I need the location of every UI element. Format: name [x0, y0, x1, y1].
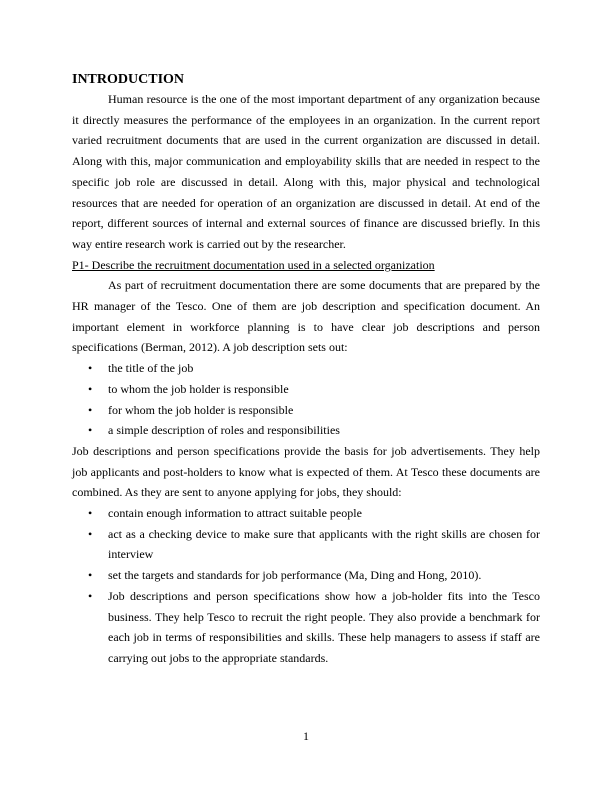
intro-paragraph: Human resource is the one of the most important department of any organization because it directly measures the performance of the employees in an organization. In the current report varied recruitment documents that are used in the current organization are discussed in detail. Along with this, major communication and employability skills that are needed in respect to the specific job role are discussed in detail. Along with this, major physical and technological resources that are needed for operation of an organization are discussed in detail. At end of the report, different sources of internal and external sources of finance are discussed briefly. In this way entire research work is carried out by the researcher.: [72, 92, 540, 251]
list-item-text: the title of the job: [108, 361, 194, 376]
subheading: P1- Describe the recruitment documentation used in a selected organization: [72, 257, 435, 272]
list-item-text: contain enough information to attract suitable people: [108, 506, 362, 521]
bullet-icon: •: [88, 506, 93, 521]
list-item: [72, 586, 540, 669]
list-item: [72, 358, 540, 379]
list-item-text: to whom the job holder is responsible: [108, 381, 289, 396]
bullet-icon: •: [88, 402, 93, 417]
list-item: [72, 379, 540, 400]
list-item-text: Job descriptions and person specifications show how a job-holder fits into the Tesco business. They help Tesco to recruit the right people. They also provide a benchmark for each job in terms of responsibilities and skills. These help managers to assess if staff are carrying out jobs to the appropriate standards.: [108, 588, 540, 665]
list-item: [72, 503, 540, 524]
list-item-text: a simple description of roles and responsibilities: [108, 423, 340, 438]
list-item: [72, 400, 540, 421]
bullet-icon: •: [88, 526, 93, 541]
list-item-text: set the targets and standards for job performance (Ma, Ding and Hong, 2010).: [108, 568, 482, 583]
page-number: 1: [303, 729, 309, 743]
job-description-list: [72, 358, 540, 441]
list-item-text: for whom the job holder is responsible: [108, 402, 294, 417]
p1-paragraph: As part of recruitment documentation there are some documents that are prepared by the HR manager of the Tesco. One of them are job description and specification document. An important element in workforce planning is to have clear job descriptions and person specifications (Berman, 2012). A job description sets out:: [72, 278, 540, 355]
bullet-icon: •: [88, 381, 93, 396]
bullet-icon: •: [88, 423, 93, 438]
bullet-icon: •: [88, 361, 93, 376]
bullet-icon: •: [88, 588, 93, 603]
list-item-text: act as a checking device to make sure that applicants with the right skills are chosen for interview: [108, 526, 540, 562]
list-item: [72, 420, 540, 441]
bullet-icon: •: [88, 568, 93, 583]
document-body: [72, 71, 540, 669]
list-item: [72, 524, 540, 565]
list-item: [72, 565, 540, 586]
p2-paragraph: Job descriptions and person specifications provide the basis for job advertisements. They help job applicants and post-holders to know what is expected of them. At Tesco these documents are combined. As they are sent to anyone applying for jobs, they should:: [72, 443, 540, 500]
section-heading: INTRODUCTION: [72, 72, 185, 87]
should-list: [72, 503, 540, 669]
